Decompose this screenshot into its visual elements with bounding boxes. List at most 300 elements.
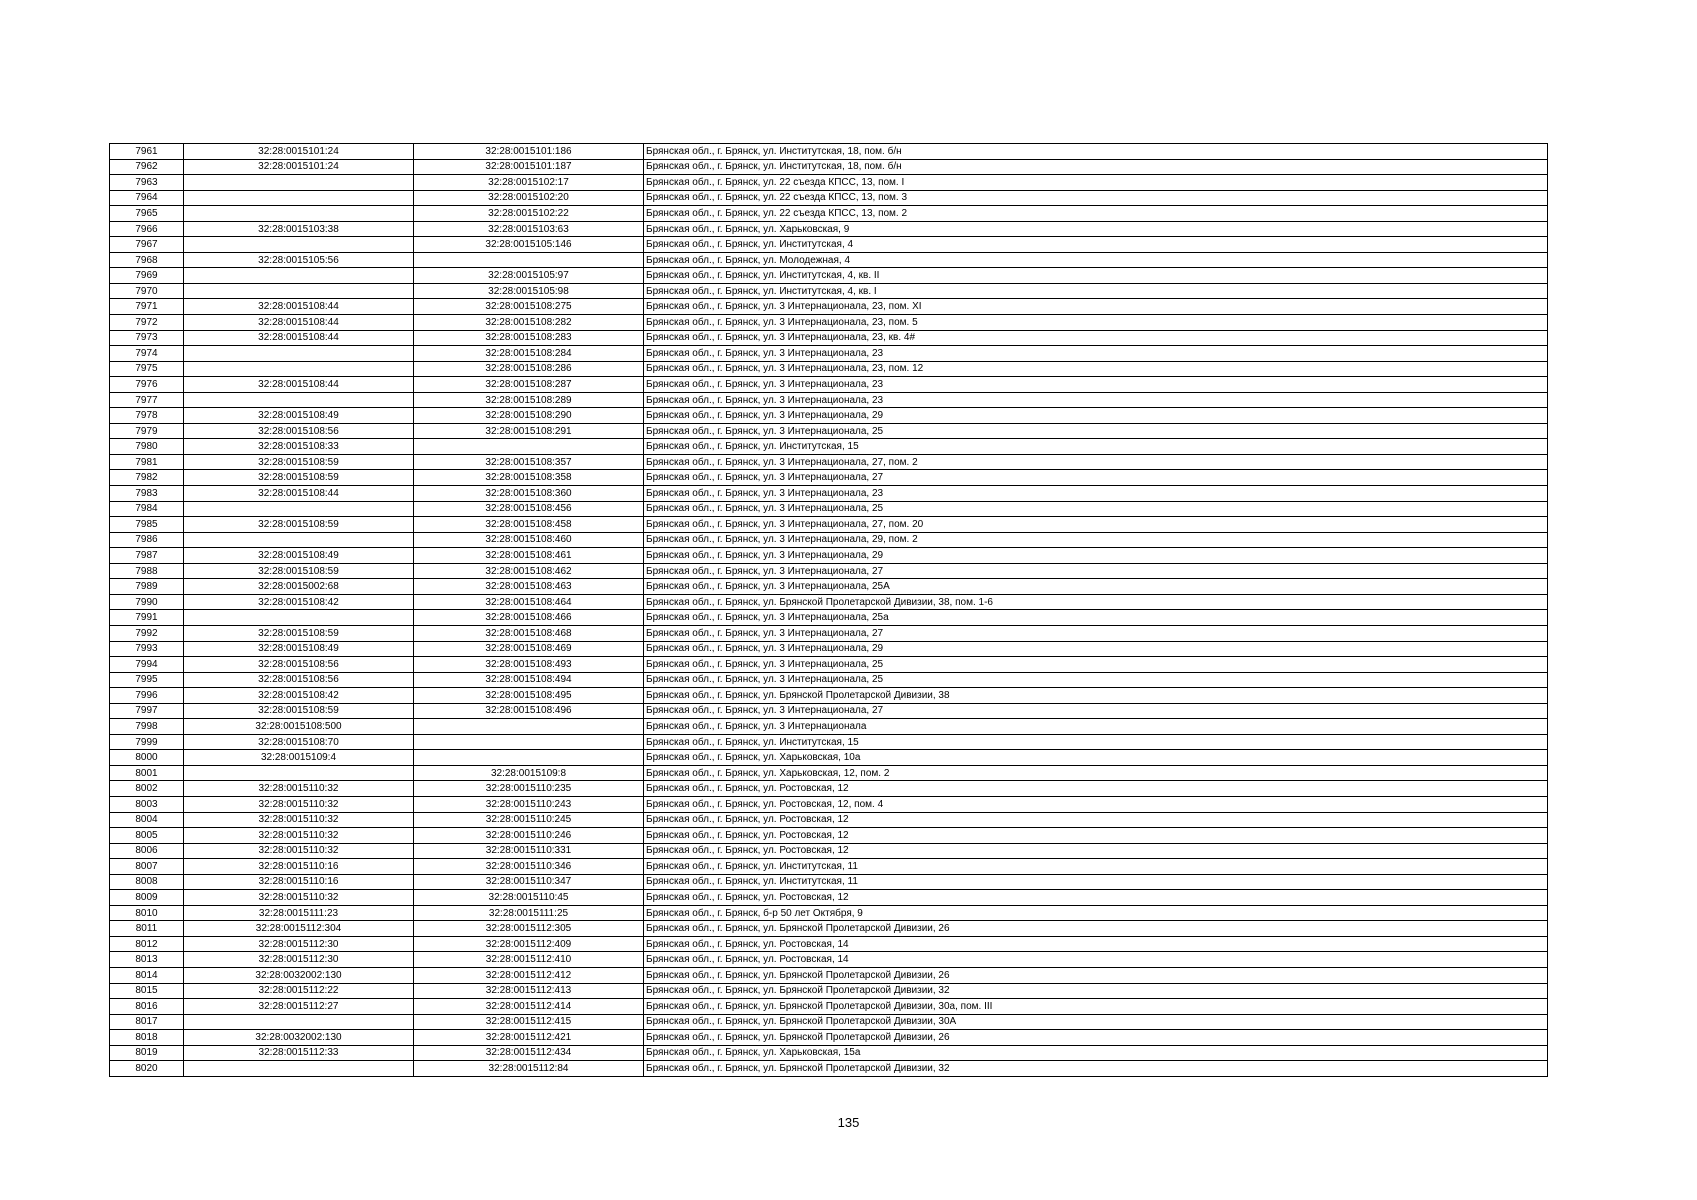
table-row	[110, 579, 1548, 595]
table-row	[110, 750, 1548, 766]
table-row	[110, 641, 1548, 657]
address-cell: Брянская обл., г. Брянск, ул. Брянской Пролетарской Дивизии, 26	[644, 921, 1548, 937]
parent-cadastral-cell: 32:28:0015108:59	[184, 454, 414, 470]
address-cell: Брянская обл., г. Брянск, ул. Институтская, 15	[644, 734, 1548, 750]
address-cell: Брянская обл., г. Брянск, ул. 3 Интернационала, 23, пом. XI	[644, 299, 1548, 315]
address-cell: Брянская обл., г. Брянск, ул. 3 Интернационала, 27	[644, 625, 1548, 641]
address-cell: Брянская обл., г. Брянск, ул. 3 Интернационала	[644, 719, 1548, 735]
row-number-cell: 7962	[110, 159, 184, 175]
row-number-cell: 7963	[110, 175, 184, 191]
table-row	[110, 252, 1548, 268]
table-row	[110, 905, 1548, 921]
address-cell: Брянская обл., г. Брянск, ул. Институтская, 4, кв. I	[644, 283, 1548, 299]
cadastral-number-cell: 32:28:0015109:8	[414, 765, 644, 781]
cadastral-number-cell: 32:28:0015108:289	[414, 392, 644, 408]
address-cell: Брянская обл., г. Брянск, ул. 3 Интернационала, 25А	[644, 579, 1548, 595]
address-cell: Брянская обл., г. Брянск, ул. Харьковская, 12, пом. 2	[644, 765, 1548, 781]
table-row	[110, 703, 1548, 719]
address-cell: Брянская обл., г. Брянск, ул. 3 Интернационала, 29	[644, 548, 1548, 564]
cadastral-number-cell: 32:28:0015112:305	[414, 921, 644, 937]
cadastral-number-cell: 32:28:0015112:412	[414, 967, 644, 983]
address-cell: Брянская обл., г. Брянск, ул. 3 Интернационала, 27, пом. 2	[644, 454, 1548, 470]
parent-cadastral-cell: 32:28:0015108:59	[184, 703, 414, 719]
row-number-cell: 7974	[110, 346, 184, 362]
cadastral-number-cell: 32:28:0015108:468	[414, 625, 644, 641]
address-cell: Брянская обл., г. Брянск, ул. 3 Интернационала, 25	[644, 501, 1548, 517]
row-number-cell: 7983	[110, 486, 184, 502]
address-cell: Брянская обл., г. Брянск, ул. 22 съезда КПСС, 13, пом. I	[644, 175, 1548, 191]
parent-cadastral-cell: 32:28:0015110:32	[184, 812, 414, 828]
parent-cadastral-cell	[184, 361, 414, 377]
parent-cadastral-cell	[184, 532, 414, 548]
address-cell: Брянская обл., г. Брянск, ул. Институтская, 4, кв. II	[644, 268, 1548, 284]
row-number-cell: 7971	[110, 299, 184, 315]
table-row	[110, 330, 1548, 346]
table-row	[110, 890, 1548, 906]
row-number-cell: 8012	[110, 936, 184, 952]
cadastral-number-cell: 32:28:0015108:460	[414, 532, 644, 548]
cadastral-number-cell: 32:28:0015112:415	[414, 1014, 644, 1030]
table-row	[110, 828, 1548, 844]
address-cell: Брянская обл., г. Брянск, ул. Институтская, 18, пом. б/н	[644, 144, 1548, 160]
table-row	[110, 765, 1548, 781]
row-number-cell: 7970	[110, 283, 184, 299]
address-cell: Брянская обл., г. Брянск, ул. 3 Интернационала, 25	[644, 657, 1548, 673]
table-row	[110, 859, 1548, 875]
cadastral-number-cell: 32:28:0015108:469	[414, 641, 644, 657]
cadastral-number-cell: 32:28:0015108:464	[414, 594, 644, 610]
parent-cadastral-cell: 32:28:0015108:59	[184, 563, 414, 579]
parent-cadastral-cell: 32:28:0015108:44	[184, 377, 414, 393]
table-row	[110, 361, 1548, 377]
cadastral-number-cell: 32:28:0015110:347	[414, 874, 644, 890]
address-cell: Брянская обл., г. Брянск, ул. Ростовская, 12	[644, 781, 1548, 797]
parent-cadastral-cell: 32:28:0015103:38	[184, 221, 414, 237]
table-row	[110, 206, 1548, 222]
table-row	[110, 454, 1548, 470]
cadastral-number-cell: 32:28:0015105:98	[414, 283, 644, 299]
address-cell: Брянская обл., г. Брянск, ул. 3 Интернационала, 23	[644, 486, 1548, 502]
table-row	[110, 315, 1548, 331]
address-cell: Брянская обл., г. Брянск, ул. Ростовская, 14	[644, 936, 1548, 952]
address-cell: Брянская обл., г. Брянск, ул. Молодежная, 4	[644, 252, 1548, 268]
parent-cadastral-cell: 32:28:0015112:30	[184, 952, 414, 968]
row-number-cell: 7993	[110, 641, 184, 657]
address-cell: Брянская обл., г. Брянск, ул. Брянской Пролетарской Дивизии, 38	[644, 688, 1548, 704]
row-number-cell: 7976	[110, 377, 184, 393]
cadastral-number-cell	[414, 750, 644, 766]
address-cell: Брянская обл., г. Брянск, ул. 3 Интернационала, 25	[644, 672, 1548, 688]
parent-cadastral-cell: 32:28:0015108:59	[184, 517, 414, 533]
cadastral-number-cell: 32:28:0015108:282	[414, 315, 644, 331]
table-row	[110, 967, 1548, 983]
row-number-cell: 7982	[110, 470, 184, 486]
address-cell: Брянская обл., г. Брянск, ул. Ростовская, 14	[644, 952, 1548, 968]
parent-cadastral-cell: 32:28:0015108:56	[184, 672, 414, 688]
cadastral-number-cell: 32:28:0015108:290	[414, 408, 644, 424]
address-cell: Брянская обл., г. Брянск, ул. 3 Интернационала, 25а	[644, 610, 1548, 626]
address-cell: Брянская обл., г. Брянск, ул. 3 Интернационала, 25	[644, 423, 1548, 439]
address-cell: Брянская обл., г. Брянск, ул. 3 Интернационала, 29	[644, 408, 1548, 424]
row-number-cell: 7988	[110, 563, 184, 579]
parent-cadastral-cell: 32:28:0032002:130	[184, 1030, 414, 1046]
row-number-cell: 8019	[110, 1045, 184, 1061]
table-row	[110, 408, 1548, 424]
table-row	[110, 719, 1548, 735]
table-row	[110, 921, 1548, 937]
row-number-cell: 8011	[110, 921, 184, 937]
cadastral-number-cell: 32:28:0015108:462	[414, 563, 644, 579]
table-row	[110, 983, 1548, 999]
parent-cadastral-cell	[184, 392, 414, 408]
table-row	[110, 346, 1548, 362]
cadastral-number-cell: 32:28:0015110:346	[414, 859, 644, 875]
address-cell: Брянская обл., г. Брянск, ул. 3 Интернационала, 23	[644, 346, 1548, 362]
cadastral-number-cell: 32:28:0015110:235	[414, 781, 644, 797]
row-number-cell: 7969	[110, 268, 184, 284]
table-row	[110, 268, 1548, 284]
address-cell: Брянская обл., г. Брянск, ул. Ростовская, 12	[644, 828, 1548, 844]
address-cell: Брянская обл., г. Брянск, ул. Брянской Пролетарской Дивизии, 32	[644, 983, 1548, 999]
parent-cadastral-cell: 32:28:0015108:44	[184, 330, 414, 346]
table-row	[110, 1030, 1548, 1046]
row-number-cell: 8005	[110, 828, 184, 844]
parent-cadastral-cell	[184, 206, 414, 222]
parent-cadastral-cell: 32:28:0015111:23	[184, 905, 414, 921]
cadastral-number-cell: 32:28:0015108:496	[414, 703, 644, 719]
parent-cadastral-cell: 32:28:0015112:27	[184, 999, 414, 1015]
cadastral-number-cell: 32:28:0015108:456	[414, 501, 644, 517]
row-number-cell: 8013	[110, 952, 184, 968]
address-cell: Брянская обл., г. Брянск, ул. Институтская, 15	[644, 439, 1548, 455]
row-number-cell: 7980	[110, 439, 184, 455]
address-cell: Брянская обл., г. Брянск, ул. 22 съезда КПСС, 13, пом. 3	[644, 190, 1548, 206]
cadastral-number-cell: 32:28:0015108:495	[414, 688, 644, 704]
parent-cadastral-cell	[184, 268, 414, 284]
table-row	[110, 1014, 1548, 1030]
table-row	[110, 144, 1548, 160]
table-row	[110, 159, 1548, 175]
address-cell: Брянская обл., г. Брянск, ул. 3 Интернационала, 23, пом. 5	[644, 315, 1548, 331]
row-number-cell: 7990	[110, 594, 184, 610]
table-row	[110, 190, 1548, 206]
address-cell: Брянская обл., г. Брянск, ул. 3 Интернационала, 29	[644, 641, 1548, 657]
parent-cadastral-cell: 32:28:0015112:33	[184, 1045, 414, 1061]
row-number-cell: 7979	[110, 423, 184, 439]
row-number-cell: 7981	[110, 454, 184, 470]
cadastral-number-cell: 32:28:0015102:20	[414, 190, 644, 206]
address-cell: Брянская обл., г. Брянск, ул. 3 Интернационала, 23	[644, 377, 1548, 393]
row-number-cell: 7986	[110, 532, 184, 548]
cadastral-number-cell: 32:28:0015108:286	[414, 361, 644, 377]
table-row	[110, 299, 1548, 315]
row-number-cell: 7961	[110, 144, 184, 160]
table-row	[110, 1045, 1548, 1061]
address-cell: Брянская обл., г. Брянск, ул. 3 Интернационала, 27	[644, 563, 1548, 579]
table-row	[110, 1061, 1548, 1077]
table-row	[110, 392, 1548, 408]
address-cell: Брянская обл., г. Брянск, ул. Брянской Пролетарской Дивизии, 30А	[644, 1014, 1548, 1030]
table-row	[110, 532, 1548, 548]
cadastral-number-cell: 32:28:0015103:63	[414, 221, 644, 237]
address-cell: Брянская обл., г. Брянск, ул. Ростовская, 12	[644, 890, 1548, 906]
parent-cadastral-cell: 32:28:0015108:44	[184, 299, 414, 315]
table-row	[110, 610, 1548, 626]
address-cell: Брянская обл., г. Брянск, ул. 3 Интернационала, 23, кв. 4#	[644, 330, 1548, 346]
parent-cadastral-cell	[184, 765, 414, 781]
row-number-cell: 8015	[110, 983, 184, 999]
cadastral-number-cell: 32:28:0015110:331	[414, 843, 644, 859]
row-number-cell: 7992	[110, 625, 184, 641]
table-row	[110, 952, 1548, 968]
page-number: 135	[837, 1115, 860, 1130]
cadastral-number-cell: 32:28:0015110:246	[414, 828, 644, 844]
row-number-cell: 8010	[110, 905, 184, 921]
row-number-cell: 7991	[110, 610, 184, 626]
table-row	[110, 548, 1548, 564]
cadastral-number-cell: 32:28:0015108:458	[414, 517, 644, 533]
cadastral-number-cell: 32:28:0015108:466	[414, 610, 644, 626]
parent-cadastral-cell	[184, 237, 414, 253]
address-cell: Брянская обл., г. Брянск, ул. 3 Интернационала, 27	[644, 703, 1548, 719]
address-cell: Брянская обл., г. Брянск, ул. Институтская, 11	[644, 859, 1548, 875]
address-cell: Брянская обл., г. Брянск, ул. Харьковская, 9	[644, 221, 1548, 237]
row-number-cell: 7995	[110, 672, 184, 688]
table-row	[110, 470, 1548, 486]
parent-cadastral-cell: 32:28:0015101:24	[184, 159, 414, 175]
address-cell: Брянская обл., г. Брянск, б-р 50 лет Октября, 9	[644, 905, 1548, 921]
parent-cadastral-cell	[184, 175, 414, 191]
row-number-cell: 8006	[110, 843, 184, 859]
row-number-cell: 7998	[110, 719, 184, 735]
parent-cadastral-cell	[184, 610, 414, 626]
table-row	[110, 843, 1548, 859]
table-row	[110, 439, 1548, 455]
table-row	[110, 517, 1548, 533]
row-number-cell: 7965	[110, 206, 184, 222]
cadastral-number-cell: 32:28:0015112:410	[414, 952, 644, 968]
cadastral-number-cell: 32:28:0015110:243	[414, 796, 644, 812]
parent-cadastral-cell: 32:28:0015108:44	[184, 315, 414, 331]
parent-cadastral-cell: 32:28:0015108:33	[184, 439, 414, 455]
address-cell: Брянская обл., г. Брянск, ул. Брянской Пролетарской Дивизии, 32	[644, 1061, 1548, 1077]
parent-cadastral-cell	[184, 283, 414, 299]
parent-cadastral-cell: 32:28:0015112:22	[184, 983, 414, 999]
table-row	[110, 688, 1548, 704]
parent-cadastral-cell: 32:28:0015108:56	[184, 657, 414, 673]
row-number-cell: 7987	[110, 548, 184, 564]
table-row	[110, 781, 1548, 797]
address-cell: Брянская обл., г. Брянск, ул. Ростовская, 12	[644, 843, 1548, 859]
row-number-cell: 8018	[110, 1030, 184, 1046]
cadastral-number-cell: 32:28:0015112:84	[414, 1061, 644, 1077]
cadastral-number-cell: 32:28:0015112:434	[414, 1045, 644, 1061]
address-cell: Брянская обл., г. Брянск, ул. Ростовская, 12	[644, 812, 1548, 828]
address-cell: Брянская обл., г. Брянск, ул. 22 съезда КПСС, 13, пом. 2	[644, 206, 1548, 222]
parent-cadastral-cell: 32:28:0015108:59	[184, 625, 414, 641]
row-number-cell: 7967	[110, 237, 184, 253]
row-number-cell: 8008	[110, 874, 184, 890]
parent-cadastral-cell: 32:28:0015110:16	[184, 859, 414, 875]
cadastral-number-cell: 32:28:0015108:358	[414, 470, 644, 486]
row-number-cell: 7978	[110, 408, 184, 424]
address-cell: Брянская обл., г. Брянск, ул. Институтская, 11	[644, 874, 1548, 890]
parent-cadastral-cell: 32:28:0015108:56	[184, 423, 414, 439]
row-number-cell: 8009	[110, 890, 184, 906]
table-row	[110, 237, 1548, 253]
parent-cadastral-cell: 32:28:0015109:4	[184, 750, 414, 766]
parent-cadastral-cell	[184, 190, 414, 206]
parent-cadastral-cell: 32:28:0015110:32	[184, 843, 414, 859]
address-cell: Брянская обл., г. Брянск, ул. Харьковская, 15а	[644, 1045, 1548, 1061]
row-number-cell: 7996	[110, 688, 184, 704]
cadastral-number-cell: 32:28:0015110:245	[414, 812, 644, 828]
cadastral-number-cell: 32:28:0015101:186	[414, 144, 644, 160]
cadastral-number-cell: 32:28:0015108:357	[414, 454, 644, 470]
table-row	[110, 672, 1548, 688]
address-cell: Брянская обл., г. Брянск, ул. Харьковская, 10а	[644, 750, 1548, 766]
cadastral-number-cell: 32:28:0015108:494	[414, 672, 644, 688]
cadastral-number-cell: 32:28:0015112:409	[414, 936, 644, 952]
cadastral-number-cell: 32:28:0015108:283	[414, 330, 644, 346]
row-number-cell: 8001	[110, 765, 184, 781]
cadastral-number-cell: 32:28:0015102:22	[414, 206, 644, 222]
cadastral-number-cell: 32:28:0015112:414	[414, 999, 644, 1015]
address-cell: Брянская обл., г. Брянск, ул. 3 Интернационала, 23	[644, 392, 1548, 408]
table-row	[110, 999, 1548, 1015]
table-row	[110, 594, 1548, 610]
table-row	[110, 874, 1548, 890]
parent-cadastral-cell: 32:28:0015108:59	[184, 470, 414, 486]
row-number-cell: 8016	[110, 999, 184, 1015]
parent-cadastral-cell: 32:28:0015112:304	[184, 921, 414, 937]
cadastral-number-cell	[414, 252, 644, 268]
parent-cadastral-cell: 32:28:0015110:32	[184, 828, 414, 844]
parent-cadastral-cell: 32:28:0032002:130	[184, 967, 414, 983]
cadastral-number-cell: 32:28:0015108:291	[414, 423, 644, 439]
row-number-cell: 7989	[110, 579, 184, 595]
table-row	[110, 486, 1548, 502]
parent-cadastral-cell: 32:28:0015110:32	[184, 890, 414, 906]
parent-cadastral-cell: 32:28:0015108:49	[184, 641, 414, 657]
row-number-cell: 8004	[110, 812, 184, 828]
row-number-cell: 8003	[110, 796, 184, 812]
table-row	[110, 175, 1548, 191]
cadastral-number-cell: 32:28:0015111:25	[414, 905, 644, 921]
parent-cadastral-cell: 32:28:0015110:32	[184, 781, 414, 797]
address-cell: Брянская обл., г. Брянск, ул. Брянской Пролетарской Дивизии, 26	[644, 1030, 1548, 1046]
row-number-cell: 7964	[110, 190, 184, 206]
address-cell: Брянская обл., г. Брянск, ул. Брянской Пролетарской Дивизии, 38, пом. 1-6	[644, 594, 1548, 610]
cadastral-number-cell	[414, 734, 644, 750]
parent-cadastral-cell	[184, 1014, 414, 1030]
row-number-cell: 7968	[110, 252, 184, 268]
cadastral-number-cell	[414, 439, 644, 455]
table-row	[110, 812, 1548, 828]
cadastral-number-cell	[414, 719, 644, 735]
parent-cadastral-cell: 32:28:0015108:49	[184, 408, 414, 424]
address-cell: Брянская обл., г. Брянск, ул. 3 Интернационала, 23, пом. 12	[644, 361, 1548, 377]
cadastral-number-cell: 32:28:0015108:461	[414, 548, 644, 564]
address-cell: Брянская обл., г. Брянск, ул. Институтская, 4	[644, 237, 1548, 253]
cadastral-number-cell: 32:28:0015105:146	[414, 237, 644, 253]
table-row	[110, 377, 1548, 393]
cadastral-number-cell: 32:28:0015108:284	[414, 346, 644, 362]
row-number-cell: 8014	[110, 967, 184, 983]
parent-cadastral-cell: 32:28:0015101:24	[184, 144, 414, 160]
table-row	[110, 221, 1548, 237]
row-number-cell: 7997	[110, 703, 184, 719]
parent-cadastral-cell: 32:28:0015108:70	[184, 734, 414, 750]
parent-cadastral-cell	[184, 1061, 414, 1077]
parent-cadastral-cell: 32:28:0015108:500	[184, 719, 414, 735]
table-row	[110, 423, 1548, 439]
address-cell: Брянская обл., г. Брянск, ул. Брянской Пролетарской Дивизии, 30а, пом. III	[644, 999, 1548, 1015]
row-number-cell: 7984	[110, 501, 184, 517]
parent-cadastral-cell	[184, 501, 414, 517]
property-register-table	[109, 143, 1548, 1077]
table-row	[110, 796, 1548, 812]
row-number-cell: 7975	[110, 361, 184, 377]
table-row	[110, 283, 1548, 299]
row-number-cell: 8002	[110, 781, 184, 797]
parent-cadastral-cell	[184, 346, 414, 362]
cadastral-number-cell: 32:28:0015108:360	[414, 486, 644, 502]
parent-cadastral-cell: 32:28:0015108:44	[184, 486, 414, 502]
cadastral-number-cell: 32:28:0015108:463	[414, 579, 644, 595]
row-number-cell: 7973	[110, 330, 184, 346]
parent-cadastral-cell: 32:28:0015108:42	[184, 594, 414, 610]
cadastral-number-cell: 32:28:0015108:493	[414, 657, 644, 673]
address-cell: Брянская обл., г. Брянск, ул. Брянской Пролетарской Дивизии, 26	[644, 967, 1548, 983]
row-number-cell: 7999	[110, 734, 184, 750]
cadastral-number-cell: 32:28:0015105:97	[414, 268, 644, 284]
table-row	[110, 501, 1548, 517]
row-number-cell: 7966	[110, 221, 184, 237]
parent-cadastral-cell: 32:28:0015108:42	[184, 688, 414, 704]
address-cell: Брянская обл., г. Брянск, ул. 3 Интернационала, 27	[644, 470, 1548, 486]
table-row	[110, 936, 1548, 952]
row-number-cell: 8020	[110, 1061, 184, 1077]
cadastral-number-cell: 32:28:0015108:287	[414, 377, 644, 393]
cadastral-number-cell: 32:28:0015102:17	[414, 175, 644, 191]
row-number-cell: 7972	[110, 315, 184, 331]
row-number-cell: 8000	[110, 750, 184, 766]
table-row	[110, 563, 1548, 579]
table-row	[110, 734, 1548, 750]
row-number-cell: 8007	[110, 859, 184, 875]
parent-cadastral-cell: 32:28:0015110:16	[184, 874, 414, 890]
cadastral-number-cell: 32:28:0015112:413	[414, 983, 644, 999]
cadastral-number-cell: 32:28:0015108:275	[414, 299, 644, 315]
address-cell: Брянская обл., г. Брянск, ул. Ростовская, 12, пом. 4	[644, 796, 1548, 812]
address-cell: Брянская обл., г. Брянск, ул. 3 Интернационала, 29, пом. 2	[644, 532, 1548, 548]
parent-cadastral-cell: 32:28:0015112:30	[184, 936, 414, 952]
row-number-cell: 7985	[110, 517, 184, 533]
parent-cadastral-cell: 32:28:0015108:49	[184, 548, 414, 564]
parent-cadastral-cell: 32:28:0015110:32	[184, 796, 414, 812]
parent-cadastral-cell: 32:28:0015105:56	[184, 252, 414, 268]
address-cell: Брянская обл., г. Брянск, ул. 3 Интернационала, 27, пом. 20	[644, 517, 1548, 533]
row-number-cell: 7994	[110, 657, 184, 673]
register-table-body	[110, 144, 1548, 1077]
table-row	[110, 625, 1548, 641]
table-row	[110, 657, 1548, 673]
cadastral-number-cell: 32:28:0015112:421	[414, 1030, 644, 1046]
row-number-cell: 8017	[110, 1014, 184, 1030]
cadastral-number-cell: 32:28:0015101:187	[414, 159, 644, 175]
address-cell: Брянская обл., г. Брянск, ул. Институтская, 18, пом. б/н	[644, 159, 1548, 175]
